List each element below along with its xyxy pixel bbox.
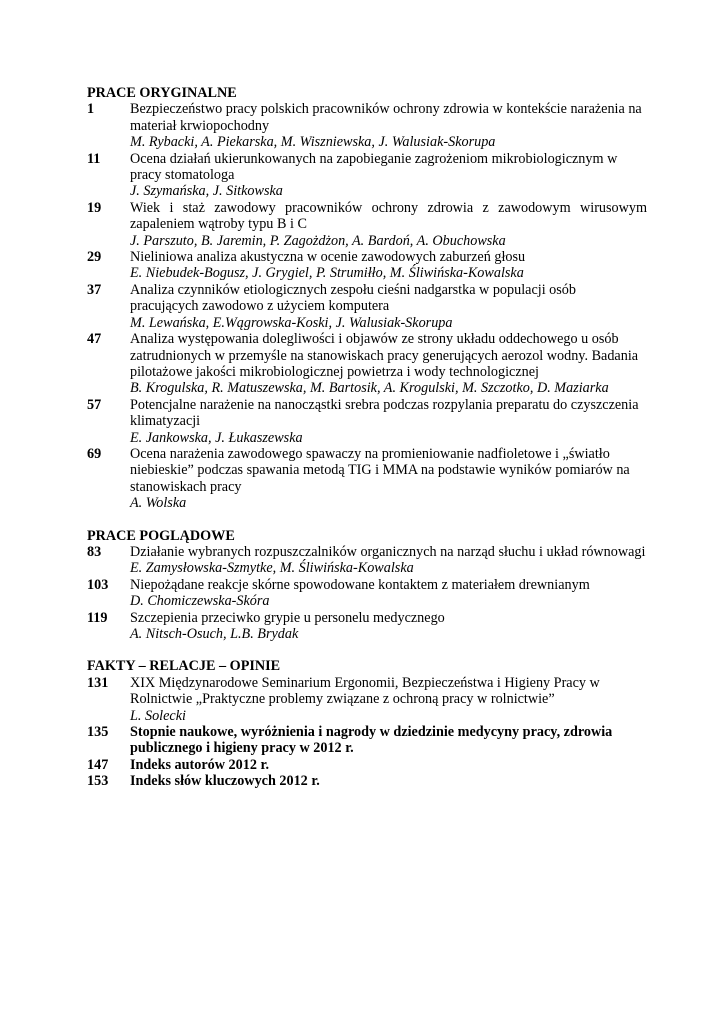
article-authors: J. Szymańska, J. Sitkowska (130, 183, 283, 200)
page-number: 153 (87, 773, 109, 790)
toc-entry[interactable] (87, 331, 647, 397)
toc-entry[interactable] (87, 675, 647, 724)
section-heading: PRACE ORYGINALNE (87, 85, 237, 101)
section-heading: PRACE POGLĄDOWE (87, 527, 235, 544)
page-number: 147 (87, 756, 109, 773)
article-title: XIX Międzynarodowe Seminarium Ergonomii, Bezpieczeństwa i Higieny Pracy w Rolnictwie „Praktyczne problemy związane z ochroną pracy w rolnictwie” (130, 674, 600, 708)
page-number: 103 (87, 576, 109, 593)
article-title: Potencjalne narażenie na nanocząstki srebra podczas rozpylania preparatu do czyszczenia klimatyzacji (130, 396, 639, 430)
article-authors: J. Parszuto, B. Jaremin, P. Zagożdżon, A. Bardoń, A. Obuchowska (130, 232, 506, 249)
article-title: Szczepienia przeciwko grypie u personelu medycznego (130, 609, 445, 626)
page-number: 57 (87, 396, 102, 413)
article-authors: L. Solecki (130, 707, 186, 724)
toc-entry[interactable] (87, 577, 647, 610)
toc-entry[interactable] (87, 773, 647, 789)
page-number: 83 (87, 543, 102, 560)
article-title: Nieliniowa analiza akustyczna w ocenie zawodowych zaburzeń głosu (130, 249, 526, 266)
page-number: 135 (87, 724, 109, 741)
article-title: Ocena działań ukierunkowanych na zapobieganie zagrożeniom mikrobiologicznym w pracy stomatologa (130, 150, 618, 184)
article-title: Analiza czynników etiologicznych zespołu cieśni nadgarstka w populacji osób pracujących zawodowo z użyciem komputera (130, 281, 576, 315)
article-authors: D. Chomiczewska-Skóra (130, 593, 270, 610)
article-title: Niepożądane reakcje skórne spowodowane kontaktem z materiałem drewnianym (130, 576, 590, 593)
page-number: 119 (87, 609, 108, 626)
article-title: Bezpieczeństwo pracy polskich pracowników ochrony zdrowia w kontekście narażenia na materiał krwiopochodny (130, 101, 642, 134)
article-title: Ocena narażenia zawodowego spawaczy na promieniowanie nadfioletowe i „światło niebieskie” podczas spawania metodą TIG i MMA na podstawie wyników pomiarów na stanowiskach pracy (130, 445, 630, 495)
article-authors: E. Jankowska, J. Łukaszewska (130, 429, 303, 446)
toc-entry[interactable] (87, 282, 647, 331)
article-authors: M. Rybacki, A. Piekarska, M. Wiszniewska, J. Walusiak-Skorupa (130, 134, 496, 151)
article-authors: E. Zamysłowska-Szmytke, M. Śliwińska-Kowalska (130, 560, 414, 577)
toc-entry[interactable] (87, 101, 647, 150)
page-number: 47 (87, 331, 102, 348)
toc-entry[interactable] (87, 724, 647, 757)
toc-entry[interactable] (87, 610, 647, 643)
article-authors: A. Nitsch-Osuch, L.B. Brydak (130, 626, 299, 642)
section-fakty-relacje-opinie (87, 658, 647, 789)
article-title: Indeks słów kluczowych 2012 r. (130, 773, 320, 790)
section-prace-oryginalne (87, 85, 647, 512)
toc-entry[interactable] (87, 446, 647, 512)
page-number: 69 (87, 445, 102, 462)
toc-entry[interactable] (87, 200, 647, 249)
page-number: 19 (87, 199, 102, 216)
article-title: Indeks autorów 2012 r. (130, 756, 270, 773)
article-authors: A. Wolska (130, 495, 187, 512)
article-title: Działanie wybranych rozpuszczalników organicznych na narząd słuchu i układ równowagi (130, 543, 646, 560)
article-authors: B. Krogulska, R. Matuszewska, M. Bartosik, A. Krogulski, M. Szczotko, D. Maziarka (130, 380, 609, 397)
article-title: Stopnie naukowe, wyróżnienia i nagrody w dziedzinie medycyny pracy, zdrowia publicznego i higieny pracy w 2012 r. (130, 724, 613, 757)
page-number: 37 (87, 281, 102, 298)
page-number: 11 (87, 150, 101, 167)
table-of-contents (87, 85, 647, 806)
article-authors: M. Lewańska, E.Wągrowska-Koski, J. Walusiak-Skorupa (130, 314, 453, 331)
toc-entry[interactable] (87, 249, 647, 282)
toc-entry[interactable] (87, 544, 647, 577)
toc-entry[interactable] (87, 151, 647, 200)
section-heading: FAKTY – RELACJE – OPINIE (87, 658, 281, 675)
section-prace-pogladowe (87, 528, 647, 643)
page-number: 131 (87, 674, 109, 691)
toc-entry[interactable] (87, 397, 647, 446)
toc-entry[interactable] (87, 757, 647, 773)
article-title: Wiek i staż zawodowy pracowników ochrony zdrowia z zawodowym wirusowym zapaleniem wątroby typu B i C (130, 199, 647, 233)
article-authors: E. Niebudek-Bogusz, J. Grygiel, P. Strumiłło, M. Śliwińska-Kowalska (130, 265, 524, 282)
page-number: 1 (87, 101, 95, 118)
article-title: Analiza występowania dolegliwości i objawów ze strony układu oddechowego u osób zatrudnionych w przemyśle na stanowiskach pracy generujących aerozol wodny. Badania pilotażowe jakości mikrobiologicznej powietrza i wody technologicznej (130, 331, 639, 380)
page-number: 29 (87, 249, 102, 266)
